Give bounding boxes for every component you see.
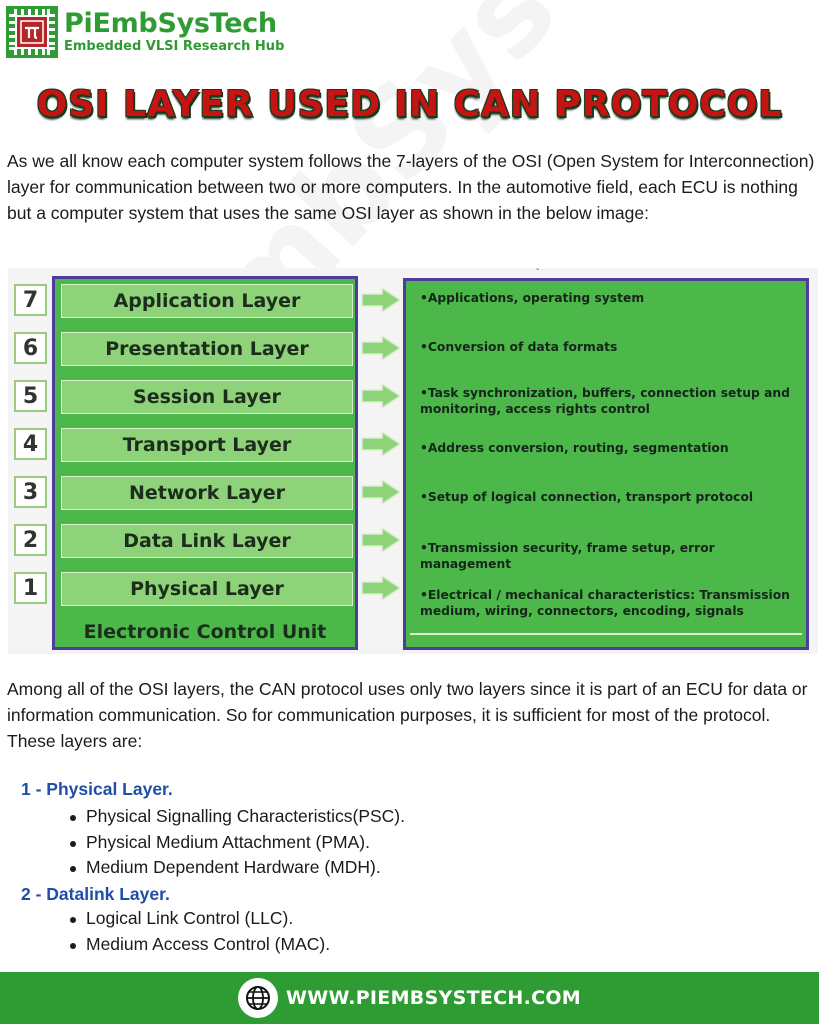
right-arrow-icon xyxy=(360,478,402,506)
page-title: OSI LAYER USED IN CAN PROTOCOL xyxy=(36,84,783,125)
layer-description: •Applications, operating system xyxy=(420,291,645,305)
layer-data-link: Data Link Layer xyxy=(61,524,353,558)
ecu-panel xyxy=(52,276,358,650)
website-link[interactable]: WWW.PIEMBSYSTECH.COM xyxy=(285,987,582,1009)
layer-number: 1 xyxy=(14,572,47,604)
intro-paragraph: As we all know each computer system follows the 7-layers of the OSI (Open System for Interconnection) layer for communication between two or more computers. In the automotive field, each ECU is nothing but a computer system that uses the same OSI layer as shown in the below image: xyxy=(7,151,815,223)
layer-description: •Task synchronization, buffers, connection setup and monitoring, access rights control xyxy=(420,386,790,416)
layer-number: 4 xyxy=(14,428,47,460)
datalink-layer-list xyxy=(86,906,330,957)
layer-description: •Transmission security, frame setup, error management xyxy=(420,541,715,571)
list-item: Medium Dependent Hardware (MDH). xyxy=(86,855,405,881)
layer-presentation: Presentation Layer xyxy=(61,332,353,366)
brand-logo[interactable] xyxy=(6,6,284,58)
right-arrow-icon xyxy=(360,286,402,314)
list-item: Physical Signalling Characteristics(PSC). xyxy=(86,804,405,830)
layer-number: 7 xyxy=(14,284,47,316)
layer-description: •Conversion of data formats xyxy=(420,340,618,354)
layer-number: 2 xyxy=(14,524,47,556)
section-title-datalink-layer: 2 - Datalink Layer. xyxy=(21,884,170,904)
description-panel xyxy=(403,278,809,650)
layer-number: 6 xyxy=(14,332,47,364)
osi-layer-figure xyxy=(8,264,818,654)
ecu-label: Electronic Control Unit xyxy=(83,621,327,643)
layer-number: 3 xyxy=(14,476,47,508)
footer-bar xyxy=(0,972,819,1024)
figure-tick: - xyxy=(536,264,540,275)
list-item: Medium Access Control (MAC). xyxy=(86,932,330,958)
brand-name: PiEmbSysTech xyxy=(64,8,277,39)
section-title-physical-layer: 1 - Physical Layer. xyxy=(21,779,173,799)
layer-physical: Physical Layer xyxy=(61,572,353,606)
globe-icon xyxy=(238,978,278,1018)
right-arrow-icon xyxy=(360,574,402,602)
layer-network: Network Layer xyxy=(61,476,353,510)
layer-description: •Address conversion, routing, segmentation xyxy=(420,441,729,455)
right-arrow-icon xyxy=(360,526,402,554)
layer-session: Session Layer xyxy=(61,380,353,414)
layer-description: •Setup of logical connection, transport protocol xyxy=(420,490,754,504)
layer-description: •Electrical / mechanical characteristics: Transmission medium, wiring, connectors, encoding, signals xyxy=(420,588,790,618)
physical-layer-list xyxy=(86,804,405,881)
layer-number: 5 xyxy=(14,380,47,412)
right-arrow-icon xyxy=(360,430,402,458)
chip-icon xyxy=(6,6,58,58)
layer-transport: Transport Layer xyxy=(61,428,353,462)
summary-paragraph: Among all of the OSI layers, the CAN protocol uses only two layers since it is part of an ECU for data or information communication. So for communication purposes, it is sufficient for most of the protocol. These layers are: xyxy=(7,679,808,751)
list-item: Logical Link Control (LLC). xyxy=(86,906,330,932)
right-arrow-icon xyxy=(360,334,402,362)
brand-tagline: Embedded VLSI Research Hub xyxy=(64,39,285,54)
list-item: Physical Medium Attachment (PMA). xyxy=(86,830,405,856)
layer-application: Application Layer xyxy=(61,284,353,318)
right-arrow-icon xyxy=(360,382,402,410)
